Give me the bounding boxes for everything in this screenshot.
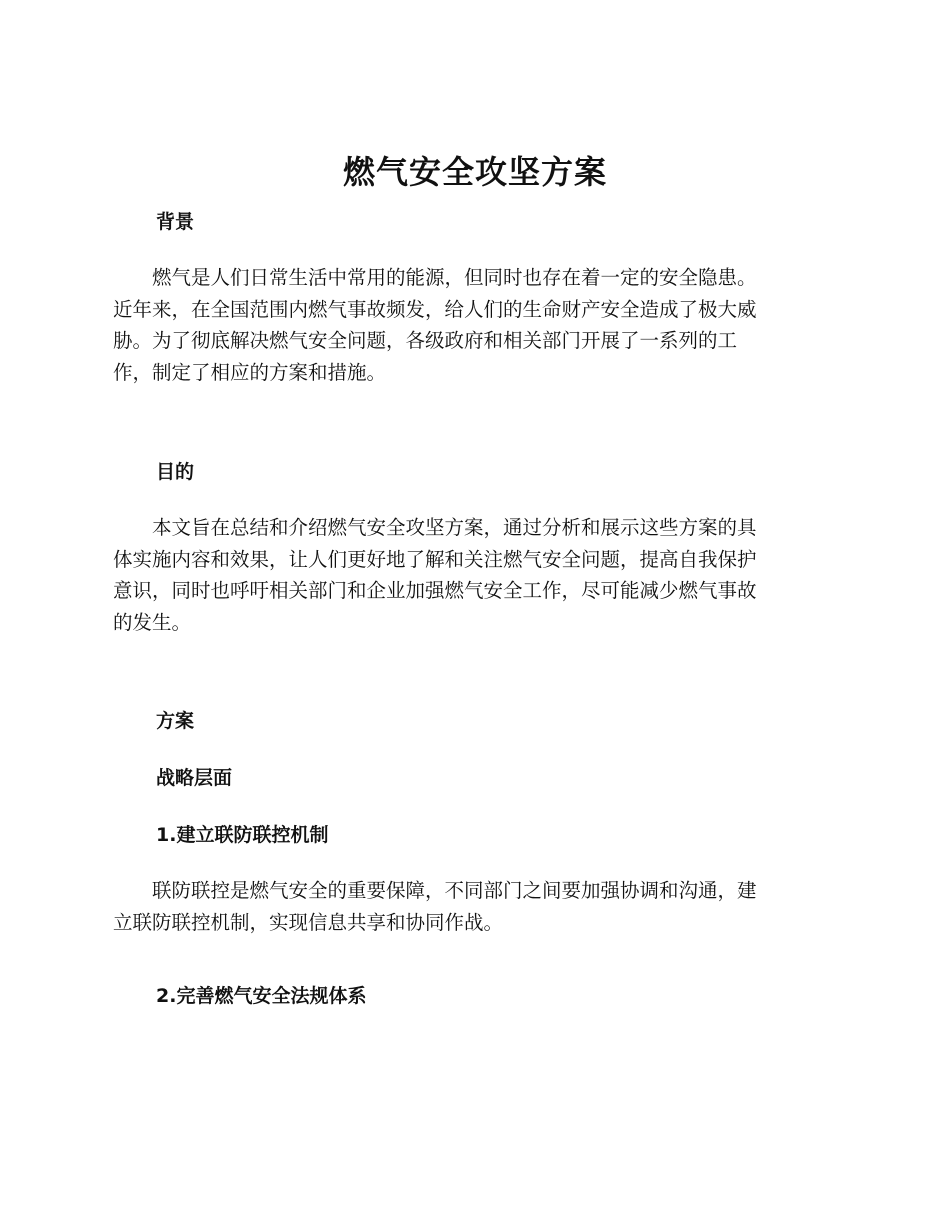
item-heading-1: 1.建立联防联控机制 xyxy=(156,824,329,846)
paragraph-line: 体实施内容和效果，让人们更好地了解和关注燃气安全问题，提高自我保护 xyxy=(113,547,757,571)
section-heading-purpose: 目的 xyxy=(156,461,195,483)
paragraph-line: 近年来，在全国范围内燃气事故频发，给人们的生命财产安全造成了极大威 xyxy=(113,297,757,321)
paragraph-line: 燃气是人们日常生活中常用的能源，但同时也存在着一定的安全隐患。 xyxy=(113,266,757,289)
section-heading-plan: 方案 xyxy=(156,710,195,732)
paragraph-line: 作，制定了相应的方案和措施。 xyxy=(113,361,387,385)
section-heading-background: 背景 xyxy=(156,211,195,233)
paragraph-line: 意识，同时也呼吁相关部门和企业加强燃气安全工作，尽可能减少燃气事故 xyxy=(113,579,757,603)
document-title: 燃气安全攻坚方案 xyxy=(342,153,607,191)
subsection-heading-strategy: 战略层面 xyxy=(156,767,233,789)
paragraph-line: 联防联控是燃气安全的重要保障，不同部门之间要加强协调和沟通，建 xyxy=(113,879,757,902)
item-heading-2: 2.完善燃气安全法规体系 xyxy=(156,985,367,1007)
paragraph-line: 胁。为了彻底解决燃气安全问题，各级政府和相关部门开展了一系列的工 xyxy=(113,329,738,353)
paragraph-line: 立联防联控机制，实现信息共享和协同作战。 xyxy=(113,910,504,934)
paragraph-line: 的发生。 xyxy=(113,611,192,635)
paragraph-line: 本文旨在总结和介绍燃气安全攻坚方案，通过分析和展示这些方案的具 xyxy=(113,516,757,539)
